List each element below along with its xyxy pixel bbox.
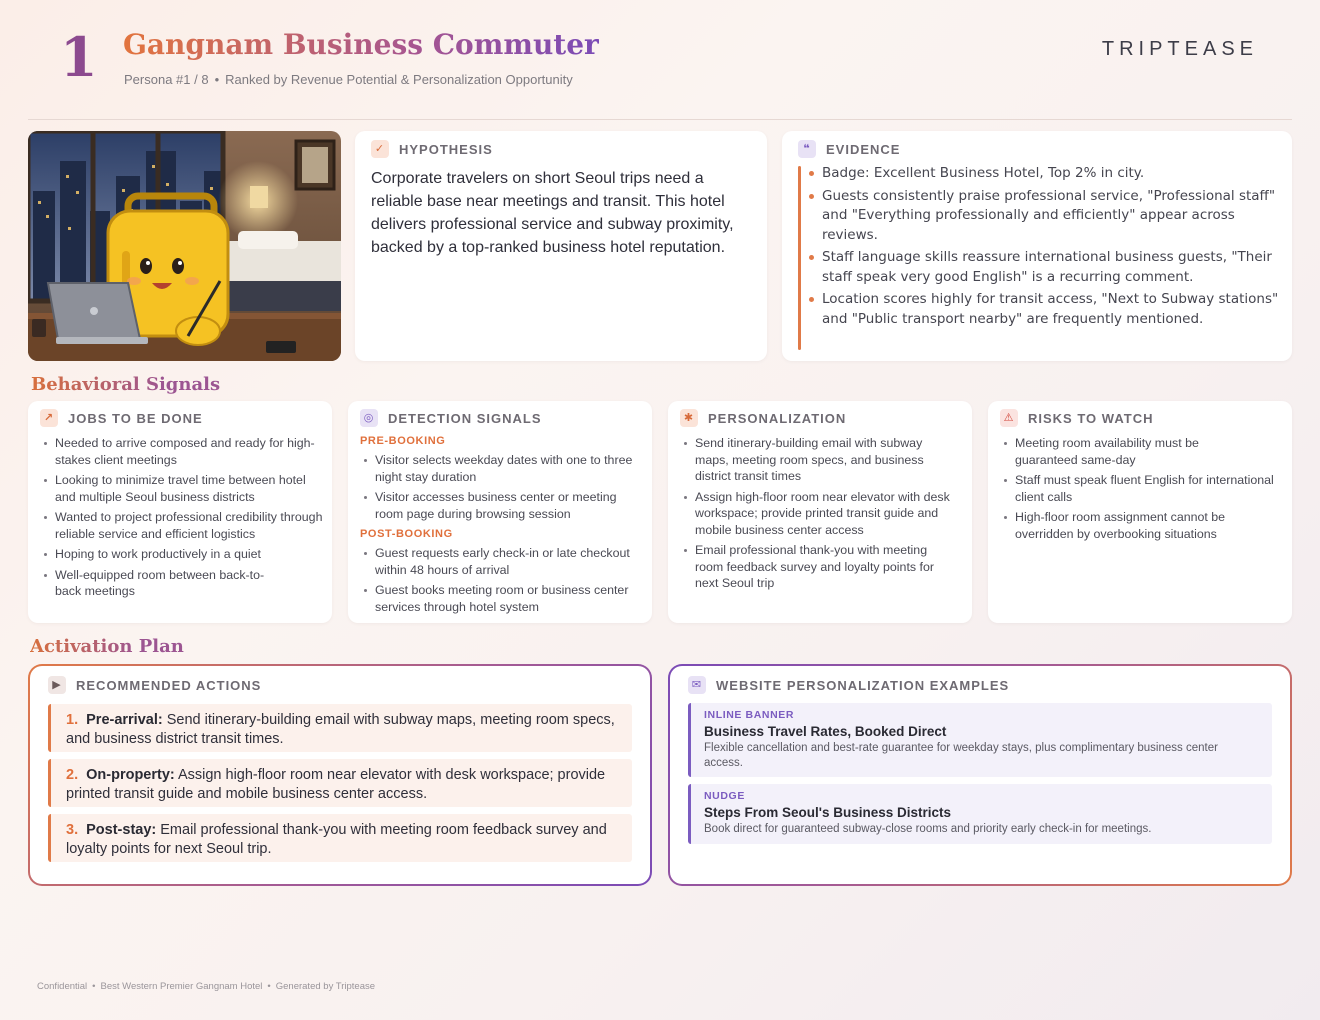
list-item: Needed to arrive composed and ready for high-stakes client meetings bbox=[42, 435, 326, 468]
hypothesis-header bbox=[371, 140, 493, 158]
example-title: Business Travel Rates, Booked Direct bbox=[704, 724, 947, 739]
jobs-header bbox=[40, 409, 203, 427]
hypothesis-heading: HYPOTHESIS bbox=[399, 141, 493, 157]
jobs-to-be-done-card bbox=[28, 401, 332, 623]
example-description: Flexible cancellation and best-rate guarantee for weekday stays, plus complimentary business center access. bbox=[704, 742, 1218, 769]
evidence-item: Guests consistently praise professional service, "Professional staff" and "Everything professionally and efficiently" appear across reviews. bbox=[822, 187, 1282, 246]
ranking-note: Ranked by Revenue Potential & Personalization Opportunity bbox=[225, 72, 573, 87]
example-type: INLINE BANNER bbox=[704, 709, 795, 721]
detection-signals-card bbox=[348, 401, 652, 623]
list-item: Visitor selects weekday dates with one to three night stay duration bbox=[362, 452, 646, 485]
target-icon: ◎ bbox=[360, 409, 378, 427]
post-booking-list bbox=[362, 545, 646, 619]
check-icon: ✓ bbox=[371, 140, 389, 158]
post-booking-label: POST-BOOKING bbox=[360, 528, 453, 540]
evidence-card bbox=[782, 131, 1292, 361]
evidence-heading: EVIDENCE bbox=[826, 141, 901, 157]
list-item: Assign high-floor room near elevator with desk workspace; provide printed transit guide and mobile business center access bbox=[682, 489, 958, 539]
action-number: 3. bbox=[66, 822, 79, 838]
arrow-up-right-icon: ↗ bbox=[40, 409, 58, 427]
list-item: High-floor room assignment cannot be overridden by overbooking situations bbox=[1002, 509, 1252, 542]
pre-booking-label: PRE-BOOKING bbox=[360, 435, 446, 447]
personalization-card bbox=[668, 401, 972, 623]
example-inline-banner bbox=[688, 703, 1272, 777]
persona-index: Persona #1 / 8 bbox=[124, 72, 209, 87]
example-nudge bbox=[688, 784, 1272, 844]
action-label: Pre-arrival: bbox=[86, 712, 163, 728]
list-item: Guest books meeting room or business center services through hotel system bbox=[362, 582, 646, 615]
header-divider bbox=[28, 119, 1292, 120]
example-title: Steps From Seoul's Business Districts bbox=[704, 805, 952, 820]
quote-icon: ❝ bbox=[798, 140, 816, 158]
sparkle-icon: ✱ bbox=[680, 409, 698, 427]
action-label: On-property: bbox=[86, 767, 175, 783]
website-examples-header bbox=[688, 676, 1009, 694]
evidence-item: Badge: Excellent Business Hotel, Top 2% in city. bbox=[822, 164, 1282, 184]
list-item: Looking to minimize travel time between hotel and multiple Seoul business districts bbox=[42, 472, 326, 505]
evidence-list bbox=[822, 164, 1282, 332]
list-item: Guest requests early check-in or late checkout within 48 hours of arrival bbox=[362, 545, 646, 578]
risks-list bbox=[1002, 435, 1286, 546]
separator-dot: • bbox=[267, 981, 271, 992]
detection-header bbox=[360, 409, 542, 427]
persona-illustration bbox=[28, 131, 341, 361]
list-item: Send itinerary-building email with subway maps, meeting room specs, and business district transit times bbox=[682, 435, 958, 485]
jobs-list bbox=[42, 435, 326, 604]
recommended-actions-card bbox=[30, 666, 650, 884]
persona-rank: 1 bbox=[60, 25, 98, 89]
action-number: 1. bbox=[66, 712, 79, 728]
evidence-item: Location scores highly for transit access, "Next to Subway stations" and "Public transport nearby" are frequently mentioned. bbox=[822, 290, 1282, 329]
actions-heading: RECOMMENDED ACTIONS bbox=[76, 677, 262, 693]
action-text: Email professional thank-you with meeting room feedback survey and loyalty points for next Seoul trip. bbox=[66, 822, 607, 857]
evidence-item: Staff language skills reassure international business guests, "Their staff speak very good English" is a recurring comment. bbox=[822, 248, 1282, 287]
website-examples-frame bbox=[668, 664, 1292, 886]
actions-header bbox=[48, 676, 261, 694]
personalization-heading: PERSONALIZATION bbox=[708, 410, 847, 426]
example-description: Book direct for guaranteed subway-close rooms and priority early check-in for meetings. bbox=[704, 823, 1152, 835]
play-icon: ▶ bbox=[48, 676, 66, 694]
recommended-actions-frame bbox=[28, 664, 652, 886]
brand-logo: TRIPTEASE bbox=[1101, 38, 1258, 60]
footer-generated: Generated by Triptease bbox=[275, 981, 376, 992]
list-item: Well-equipped room between back-to-back meetings bbox=[42, 567, 272, 600]
pre-booking-list bbox=[362, 452, 646, 526]
persona-subtitle bbox=[124, 72, 573, 87]
hypothesis-card bbox=[355, 131, 767, 361]
list-item: Wanted to project professional credibility through reliable service and efficient logistics bbox=[42, 509, 326, 542]
risks-heading: RISKS TO WATCH bbox=[1028, 410, 1154, 426]
action-item-post-stay bbox=[48, 814, 632, 862]
list-item: Staff must speak fluent English for international client calls bbox=[1002, 472, 1286, 505]
envelope-icon: ✉ bbox=[688, 676, 706, 694]
list-item: Email professional thank-you with meeting room feedback survey and loyalty points for next Seoul trip bbox=[682, 542, 944, 592]
risks-header bbox=[1000, 409, 1153, 427]
warning-icon: ⚠ bbox=[1000, 409, 1018, 427]
hypothesis-text: Corporate travelers on short Seoul trips need a reliable base near meetings and transit. This hotel delivers professional service and subway proximity, backed by a top-ranked business hotel reputation. bbox=[371, 170, 734, 256]
personalization-header bbox=[680, 409, 846, 427]
example-type: NUDGE bbox=[704, 790, 745, 802]
action-item-pre-arrival bbox=[48, 704, 632, 752]
activation-plan-title: Activation Plan bbox=[30, 636, 184, 657]
evidence-header bbox=[798, 140, 900, 158]
persona-illustration-svg bbox=[28, 131, 341, 361]
jobs-heading: JOBS TO BE DONE bbox=[68, 410, 203, 426]
evidence-accent-bar bbox=[798, 166, 801, 350]
action-text: Send itinerary-building email with subway maps, meeting room specs, and business district transit times. bbox=[66, 712, 615, 747]
separator-dot: • bbox=[92, 981, 96, 992]
list-item: Hoping to work productively in a quiet bbox=[42, 546, 326, 563]
risks-card bbox=[988, 401, 1292, 623]
personalization-list bbox=[682, 435, 958, 596]
action-item-on-property bbox=[48, 759, 632, 807]
website-examples-heading: WEBSITE PERSONALIZATION EXAMPLES bbox=[716, 677, 1010, 693]
detection-heading: DETECTION SIGNALS bbox=[388, 410, 542, 426]
action-number: 2. bbox=[66, 767, 79, 783]
page-header bbox=[0, 0, 1320, 120]
page-title: Gangnam Business Commuter bbox=[123, 28, 599, 61]
list-item: Meeting room availability must be guaranteed same-day bbox=[1002, 435, 1226, 468]
footer-confidential: Confidential bbox=[37, 981, 88, 992]
action-text: Assign high-floor room near elevator with desk workspace; provide printed transit guide and mobile business center access. bbox=[66, 767, 606, 802]
action-label: Post-stay: bbox=[86, 822, 157, 838]
website-examples-card bbox=[670, 666, 1290, 884]
footer-hotel: Best Western Premier Gangnam Hotel bbox=[100, 981, 263, 992]
list-item: Visitor accesses business center or meeting room page during browsing session bbox=[362, 489, 646, 522]
separator-dot: • bbox=[214, 72, 220, 87]
behavioral-signals-title: Behavioral Signals bbox=[31, 374, 221, 395]
page-footer bbox=[37, 981, 375, 992]
